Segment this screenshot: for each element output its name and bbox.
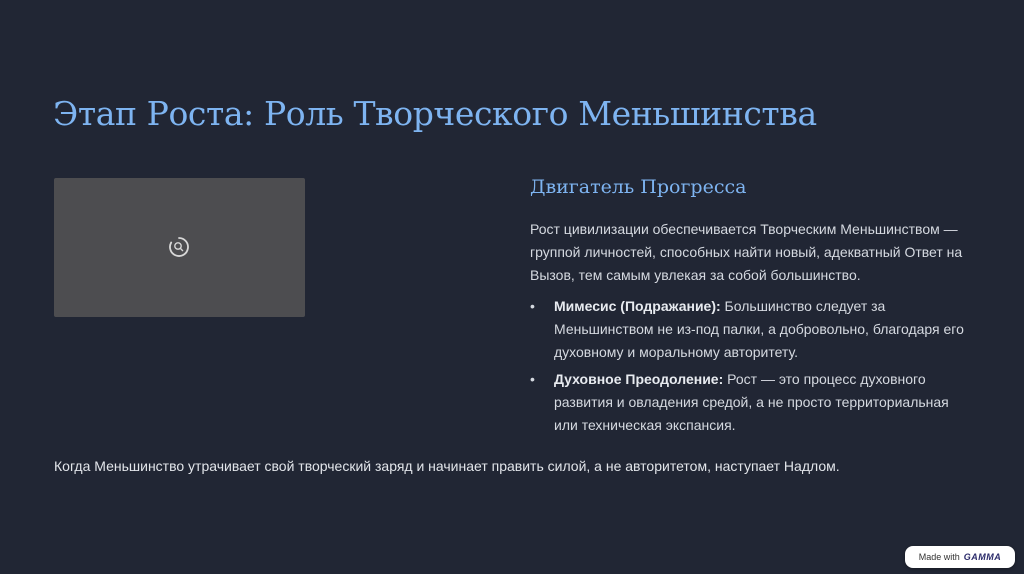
bullet-item: [530, 295, 970, 364]
bullet-term: Духовное Преодоление:: [554, 371, 724, 387]
bullet-item: [530, 368, 970, 437]
bullet-marker: •: [530, 371, 535, 387]
bullet-text: Большинство следует за Меньшинством не из-под палки, а добровольно, благодаря его духовному и моральному авторитету.: [554, 298, 964, 360]
gamma-logo: GAMMA: [963, 552, 1002, 562]
intro-paragraph: Рост цивилизации обеспечивается Творческим Меньшинством — группой личностей, способных найти новый, адекватный Ответ на Вызов, тем самым увлекая за собой большинство.: [530, 221, 963, 283]
bullet-list: [530, 295, 970, 441]
made-with-gamma-badge[interactable]: [905, 546, 1015, 568]
bullet-term: Мимесис (Подражание):: [554, 298, 721, 314]
slide-title: Этап Роста: Роль Творческого Меньшинства: [53, 94, 817, 133]
bullet-marker: •: [530, 298, 535, 314]
conclusion-text: Когда Меньшинство утрачивает свой творческий заряд и начинает править силой, а не авторитетом, наступает Надлом.: [54, 458, 840, 474]
badge-prefix: Made with: [918, 552, 960, 562]
section-subheading: Двигатель Прогресса: [530, 176, 747, 198]
bullet-text: Рост — это процесс духовного развития и овладения средой, а не просто территориальная или техническая экспансия.: [554, 371, 949, 433]
loading-search-icon: [167, 235, 191, 259]
